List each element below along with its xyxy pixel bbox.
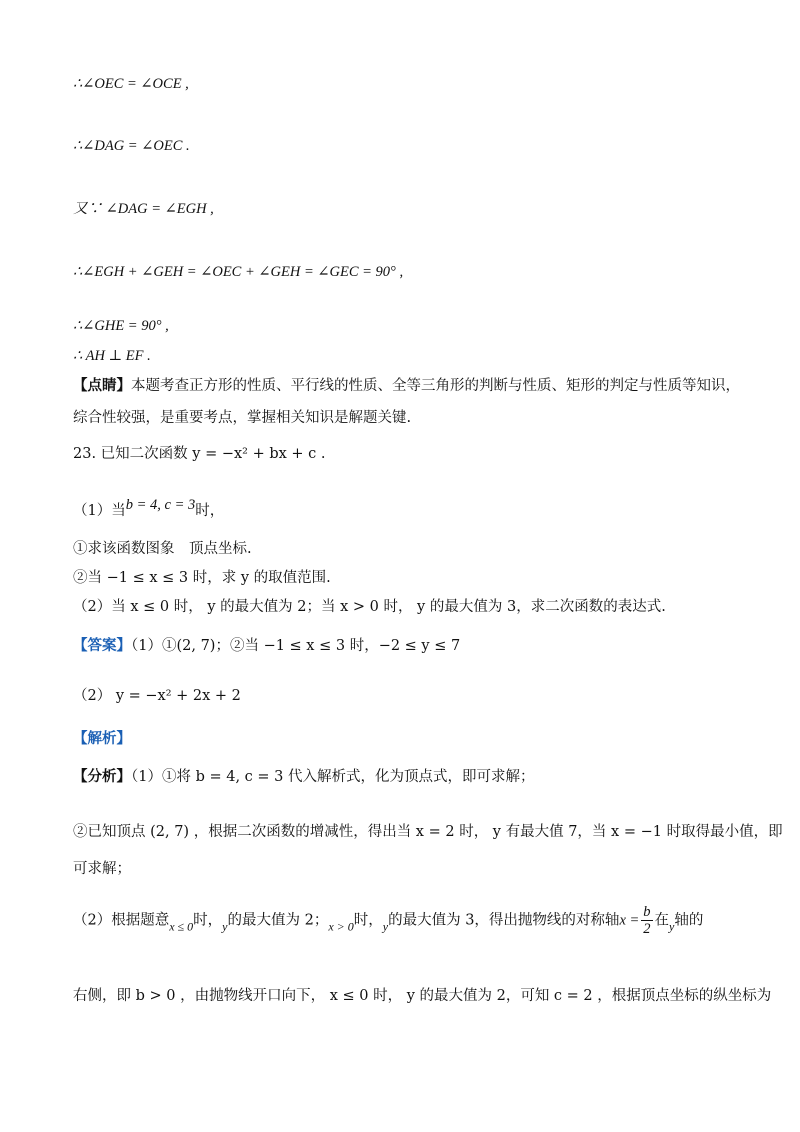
line4-l: y — [669, 919, 675, 934]
line4-i: 的最大值为 3，得出抛物线的对称轴 — [388, 912, 620, 929]
analysis-text-1: （1）①将 b = 4, c = 3 代入解析式，化为顶点式，即可求解； — [131, 769, 535, 785]
fraction-denominator: 2 — [643, 921, 651, 937]
analysis-line-4 — [73, 904, 703, 937]
line4-a: （2）根据题意 — [73, 912, 170, 929]
proof-line-3: 又∵ ∠DAG = ∠EGH , — [73, 201, 214, 217]
analysis-line-3: 可求解； — [73, 861, 131, 877]
analysis-line-5: 右侧，即 b > 0 ，由抛物线开口向下， x ≤ 0 时， y 的最大值为 2，可知 c = 2 ，根据顶点坐标的纵坐标为 — [73, 988, 772, 1004]
proof-line-6: ∴ AH ⊥ EF . — [73, 348, 151, 364]
part1-condition: b = 4, c = 3 — [125, 497, 196, 513]
line4-d: y — [222, 919, 228, 934]
answer-line-1 — [73, 636, 460, 656]
proof-line-4: ∴∠EGH + ∠GEH = ∠OEC + ∠GEH = ∠GEC = 90° , — [73, 264, 404, 280]
analysis-tag: 【解析】 — [73, 730, 131, 747]
line4-k: 在 — [654, 912, 670, 929]
line4-g: 时， — [353, 912, 383, 929]
comment-text-1: 本题考查正方形的性质、平行线的性质、全等三角形的判断与性质、矩形的判定与性质等知识， — [131, 378, 740, 394]
analysis-line-1 — [73, 767, 535, 787]
answer-text-1: （1）①(2, 7)；②当 −1 ≤ x ≤ 3 时，−2 ≤ y ≤ 7 — [131, 638, 461, 654]
proof-line-2: ∴∠DAG = ∠OEC . — [73, 138, 190, 154]
question-part2: （2）当 x ≤ 0 时， y 的最大值为 2；当 x > 0 时， y 的最大值为 3，求二次函数的表达式. — [73, 599, 666, 615]
proof-line-5: ∴∠GHE = 90° , — [73, 318, 169, 334]
comment-line-2: 综合性较强，是重要考点，掌握相关知识是解题关键. — [73, 410, 412, 426]
part1-prefix: （1）当 — [73, 503, 126, 519]
line4-m: 轴的 — [674, 912, 704, 929]
question-sub1: ①求该函数图象 顶点坐标. — [73, 541, 252, 557]
comment-line-1 — [73, 376, 740, 396]
line4-j: x = — [619, 912, 640, 929]
fenxi-tag: 【分析】 — [73, 768, 131, 785]
question-stem: 23. 已知二次函数 y = −x² + bx + c . — [73, 446, 326, 462]
line4-e: 的最大值为 2； — [227, 912, 329, 929]
answer-tag: 【答案】 — [73, 637, 131, 654]
fraction-b-over-2 — [641, 904, 652, 937]
comment-tag: 【点睛】 — [73, 377, 131, 394]
analysis-line-2: ②已知顶点 (2, 7) ，根据二次函数的增减性，得出当 x = 2 时， y 有最大值 7，当 x = −1 时取得最小值，即 — [73, 824, 783, 840]
question-part1 — [73, 495, 224, 521]
part1-suffix: 时， — [195, 503, 225, 519]
fraction-numerator: b — [643, 904, 651, 920]
line4-c: 时， — [193, 912, 223, 929]
line4-f: x > 0 — [328, 919, 354, 934]
answer-line-2: （2） y = −x² + 2x + 2 — [73, 688, 241, 704]
line4-b: x ≤ 0 — [169, 919, 194, 934]
line4-h: y — [382, 919, 389, 934]
question-sub2: ②当 −1 ≤ x ≤ 3 时，求 y 的取值范围. — [73, 570, 331, 586]
proof-line-1: ∴∠OEC = ∠OCE , — [73, 76, 189, 92]
